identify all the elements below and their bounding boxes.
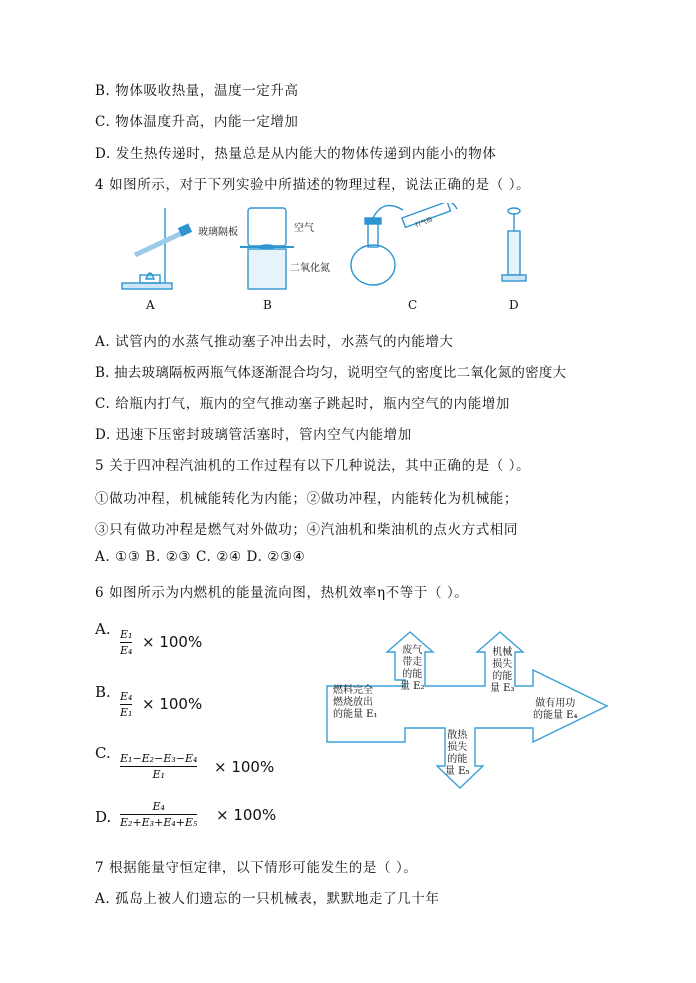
stopper — [179, 224, 191, 235]
fig-label-a: A — [146, 298, 155, 312]
q6-option-c-fraction — [120, 752, 197, 781]
text-line: 带走 — [402, 657, 423, 668]
question-4: 4 如图所示，对于下列实验中所描述的物理过程，说法正确的是（ ）。 — [95, 177, 531, 193]
numerator: E₄ — [152, 800, 165, 813]
q4-option-a: A. 试管内的水蒸气推动塞子冲出去时，水蒸气的内能增大 — [95, 334, 454, 350]
no2-label: 二氧化氮 — [290, 263, 330, 274]
q4-option-b: B. 抽去玻璃隔板两瓶气体逐渐混合均匀，说明空气的密度比二氧化氮的密度大 — [95, 365, 567, 381]
q6-option-a-fraction — [120, 628, 132, 657]
q4-figure — [110, 203, 540, 313]
glass-tube — [508, 231, 520, 275]
text-line: 散热 — [447, 730, 468, 741]
text-line: 燃烧放出 — [333, 697, 373, 708]
text-line: 的能 — [402, 669, 423, 680]
jar-bottom — [248, 249, 286, 289]
numerator: E₄ — [120, 690, 133, 703]
q6-option-b-percent: × 100% — [142, 695, 203, 713]
stand-base — [122, 283, 172, 289]
heat-loss-text — [445, 730, 470, 778]
question-5: 5 关于四冲程汽油机的工作过程有以下几种说法，其中正确的是（ ）。 — [95, 458, 531, 474]
denominator: E₂+E₃+E₄+E₅ — [120, 816, 198, 829]
burner-flame — [146, 273, 154, 279]
jar-top — [248, 208, 286, 246]
q5-statement-2: ③只有做功冲程是燃气对外做功；④汽油机和柴油机的点火方式相同 — [95, 522, 518, 538]
air-label: 空气 — [294, 223, 314, 234]
q3-option-b: B. 物体吸收热量，温度一定升高 — [95, 83, 299, 99]
glass-plate-label: 玻璃隔板 — [198, 227, 238, 238]
fuel-energy-text — [333, 685, 378, 721]
flask — [351, 245, 395, 285]
text-line: 燃料完全 — [333, 685, 373, 696]
denominator: E₄ — [120, 644, 133, 657]
q5-statement-1: ①做功冲程，机械能转化为内能；②做功冲程，内能转化为机械能； — [95, 491, 518, 507]
pump-tube — [373, 206, 403, 219]
test-tube — [135, 233, 182, 255]
text-line: 做有用功 — [535, 698, 576, 709]
text-line: 的能 — [492, 671, 513, 682]
q6-option-d-letter: D. — [95, 808, 112, 826]
numerator: E₁−E₂−E₃−E₄ — [120, 752, 198, 765]
fig-label-c: C — [408, 298, 418, 312]
q3-option-c: C. 物体温度升高，内能一定增加 — [95, 114, 299, 130]
text-line: 量 E₂ — [400, 681, 425, 692]
q6-option-a-letter: A. — [95, 620, 111, 638]
q6-option-a-percent: × 100% — [142, 633, 203, 651]
exhaust-energy-text — [400, 645, 425, 693]
q7-option-a: A. 孤岛上被人们遗忘的一只机械表，默默地走了几十年 — [95, 891, 440, 907]
q6-option-d-fraction — [120, 800, 197, 829]
q6-option-b-fraction — [120, 690, 132, 719]
q6-option-c-percent: × 100% — [214, 758, 275, 776]
numerator: E₁ — [120, 628, 133, 641]
text-line: 的能量 E₄ — [533, 710, 578, 721]
q5-options: A. ①③ B. ②③ C. ②④ D. ②③④ — [95, 549, 306, 565]
q6-option-d-percent: × 100% — [216, 806, 277, 824]
q3-option-d: D. 发生热传递时，热量总是从内能大的物体传递到内能小的物体 — [95, 146, 497, 162]
text-line: 的能 — [447, 754, 468, 765]
fig-label-b: B — [263, 298, 272, 312]
q6-option-b-letter: B. — [95, 683, 111, 701]
q4-option-d: D. 迅速下压密封玻璃管活塞时，管内空气内能增加 — [95, 427, 412, 443]
question-7: 7 根据能量守恒定律，以下情形可能发生的是（ ）。 — [95, 860, 418, 876]
mechanical-loss-text — [490, 647, 515, 695]
q6-option-c-letter: C. — [95, 744, 111, 762]
text-line: 机械 — [492, 647, 513, 658]
flask-neck — [368, 223, 378, 247]
text-line: 量 E₅ — [445, 766, 470, 777]
text-line: 量 E₃ — [490, 683, 515, 694]
fig-label-d: D — [509, 298, 519, 312]
denominator: E₁ — [152, 768, 165, 781]
text-line: 损失 — [447, 742, 468, 753]
pump-label: 打气筒 — [414, 216, 434, 229]
text-line: 损失 — [492, 659, 513, 670]
useful-work-text — [533, 698, 578, 722]
denominator: E₁ — [120, 706, 133, 719]
question-6: 6 如图所示为内燃机的能量流向图，热机效率η不等于（ ）。 — [95, 585, 469, 601]
text-line: 废气 — [402, 645, 423, 656]
q4-option-c: C. 给瓶内打气，瓶内的空气推动塞子跳起时，瓶内空气的内能增加 — [95, 396, 511, 412]
text-line: 的能量 E₁ — [333, 709, 378, 720]
